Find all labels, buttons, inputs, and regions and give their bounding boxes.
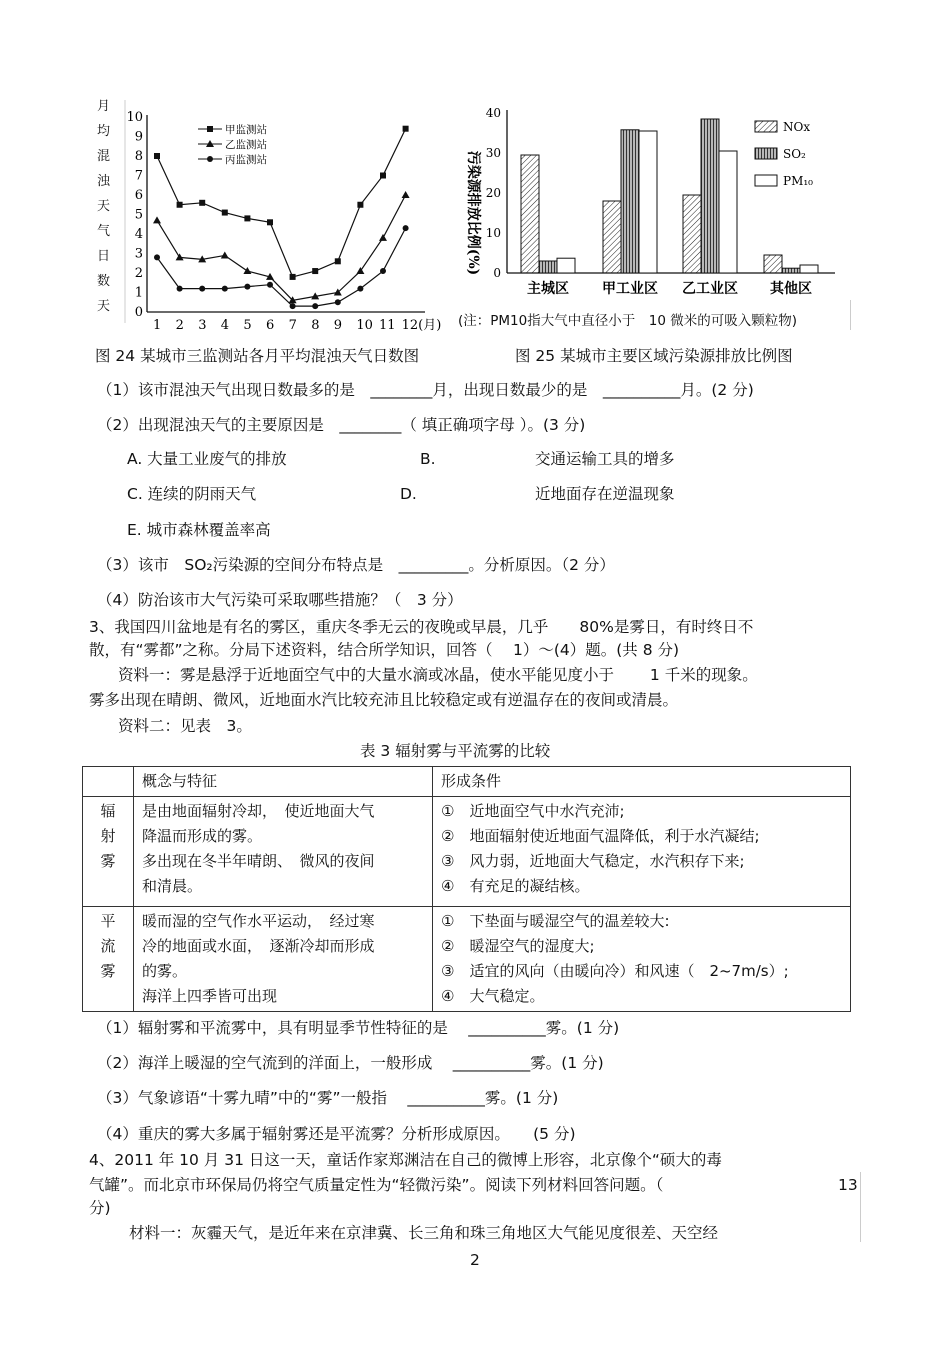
fog-type-cell: 平 流 雾 <box>83 907 134 1012</box>
y-tick-label: 20 <box>485 186 501 200</box>
legend-label: NOx <box>783 120 811 134</box>
q2-option-e: E. 城市森林覆盖率高 <box>127 521 271 539</box>
legend-swatch-so2 <box>755 148 777 159</box>
x-tick-label: 1 <box>153 318 162 333</box>
data-point <box>199 286 205 292</box>
y-tick-label: 9 <box>134 129 143 145</box>
fig24-legend <box>198 123 267 166</box>
fig24-ylabel-char: 浊 <box>97 174 111 189</box>
q2-sub1: （1）该市混浊天气出现日数最多的是 ________月，出现日数最少的是 __________月。(2 分) <box>97 381 754 399</box>
bar <box>800 265 818 273</box>
table-header-cell: 形成条件 <box>433 767 851 797</box>
fig24-ylabel-char: 混 <box>97 149 111 164</box>
fig24-ylabel-char: 天 <box>97 199 111 214</box>
data-point <box>402 191 410 198</box>
legend-swatch-pm10 <box>755 175 777 186</box>
bar <box>764 255 782 273</box>
q3-material1-line2: 雾多出现在晴朗、微风，近地面水汽比较充沛且比较稳定或有逆温存在的夜间或清晨。 <box>89 691 679 709</box>
y-tick-label: 40 <box>485 106 501 120</box>
q2-option-d: 近地面存在逆温现象 <box>535 485 675 503</box>
legend-swatch-nox <box>755 121 777 132</box>
q2-option-b-letter: B. <box>420 450 436 468</box>
q3-sub1: （1）辐射雾和平流雾中，具有明显季节性特征的是 __________雾。(1 分) <box>97 1019 620 1037</box>
fig24-ylabel-char: 日 <box>97 249 111 264</box>
legend-label: 乙监测站 <box>225 139 267 151</box>
y-tick-label: 6 <box>134 188 143 203</box>
x-tick-label: 11 <box>379 318 396 333</box>
x-tick-label: 10 <box>356 318 373 333</box>
y-tick-label: 30 <box>485 146 501 160</box>
bar <box>683 195 701 273</box>
data-point <box>267 219 273 225</box>
x-category-label: 主城区 <box>527 281 569 297</box>
series-line <box>157 129 406 277</box>
y-tick-label: 0 <box>493 266 501 280</box>
q2-option-a: A. 大量工业废气的排放 <box>127 450 287 468</box>
x-category-label: 其他区 <box>770 281 812 297</box>
fig25-legend <box>755 120 813 188</box>
x-tick-label: 12(月) <box>401 318 442 333</box>
data-point <box>335 258 341 264</box>
y-tick-label: 10 <box>126 110 143 125</box>
y-tick-label: 1 <box>134 285 143 301</box>
fig24-ylabel-char: 数 <box>97 274 111 289</box>
bar <box>603 201 621 273</box>
q2-sub3: （3）该市 SO₂污染源的空间分布特点是 _________。分析原因。（2 分） <box>97 556 615 574</box>
bar <box>621 130 639 273</box>
q4-score: 13 <box>838 1176 858 1194</box>
fig24-line-chart <box>115 95 442 335</box>
q3-intro-line1: 3、我国四川盆地是有名的雾区，重庆冬季无云的夜晚或早晨，几乎 80%是雾日，有时终日不 <box>89 618 754 636</box>
fig24-ylabel-char: 天 <box>97 299 111 314</box>
x-tick-label: 5 <box>243 318 252 333</box>
y-tick-label: 8 <box>134 149 143 164</box>
q3-intro-line2: 散，有“雾都”之称。分局下述资料，结合所学知识，回答（ 1）～(4）题。(共 8 分) <box>89 641 680 659</box>
q3-material1-line1: 资料一：雾是悬浮于近地面空气中的大量水滴或冰晶，使水平能见度小于 1 千米的现象。 <box>118 666 758 684</box>
data-point <box>403 126 409 132</box>
data-point <box>335 299 341 305</box>
data-point <box>357 286 363 292</box>
concept-cell: 暖而湿的空气作水平运动， 经过寒 冷的地面或水面， 逐渐冷却而形成 的雾。 海洋上四季皆可出现 <box>134 907 433 1012</box>
legend-label: SO₂ <box>783 147 806 161</box>
fog-type-cell: 辐 射 雾 <box>83 797 134 907</box>
data-point <box>379 234 387 241</box>
data-point <box>154 153 160 159</box>
series-line <box>157 195 406 300</box>
x-tick-label: 4 <box>220 318 230 333</box>
data-point <box>356 267 364 274</box>
bar <box>539 261 557 273</box>
data-point <box>357 202 363 208</box>
x-category-label: 乙工业区 <box>682 281 738 297</box>
data-point <box>267 282 273 288</box>
data-point <box>244 284 250 290</box>
data-point <box>222 286 228 292</box>
table-header-row <box>83 767 851 797</box>
q2-option-b: 交通运输工具的增多 <box>535 450 675 468</box>
bar <box>521 155 539 273</box>
q4-material1: 材料一：灰霾天气，是近年来在京津冀、长三角和珠三角地区大气能见度很差、天空经 <box>129 1224 719 1242</box>
bar <box>557 258 575 273</box>
fig25-note: (注：PM10指大气中直径小于 10 微米的可吸入颗粒物) <box>458 313 797 329</box>
data-point <box>177 286 183 292</box>
x-tick-label: 8 <box>311 318 320 333</box>
x-tick-label: 6 <box>266 318 275 333</box>
data-point <box>290 303 296 309</box>
data-point <box>312 303 318 309</box>
data-point <box>177 202 183 208</box>
bar <box>639 131 657 273</box>
bar <box>719 151 737 273</box>
x-tick-label: 2 <box>175 318 184 333</box>
x-tick-label: 9 <box>333 318 343 333</box>
data-point <box>380 173 386 179</box>
y-tick-label: 5 <box>134 207 143 223</box>
data-point <box>199 200 205 206</box>
legend-label: 丙监测站 <box>225 154 267 166</box>
fig24-ylabel-char: 均 <box>97 124 111 139</box>
data-point <box>403 225 409 231</box>
data-point <box>290 274 296 280</box>
table-header-cell <box>83 767 134 797</box>
legend-label: 甲监测站 <box>225 124 267 136</box>
bar <box>782 268 800 273</box>
fig24-ylabel-char: 气 <box>97 224 111 239</box>
q3-sub4: （4）重庆的雾大多属于辐射雾还是平流雾？分析形成原因。 (5 分) <box>97 1125 576 1143</box>
q3-material2: 资料二：见表 3。 <box>118 717 252 735</box>
conditions-cell: ① 近地面空气中水汽充沛; ② 地面辐射使近地面气温降低，利于水汽凝结; ③ 风力弱，近地面大气稳定，水汽积存下来; ④ 有充足的凝结核。 <box>433 797 851 907</box>
fig24-ylabel-char: 月 <box>97 99 111 114</box>
fig24-caption: 图 24 某城市三监测站各月平均混浊天气日数图 <box>95 347 420 365</box>
data-point <box>244 215 250 221</box>
data-point <box>154 254 160 260</box>
y-tick-label: 7 <box>134 168 143 184</box>
fig25-y-axis-label: 污染源排放比例(%) <box>465 150 481 276</box>
y-tick-label: 0 <box>134 305 143 320</box>
concept-cell: 是由地面辐射冷却， 使近地面大气 降温而形成的雾。 多出现在冬半年晴朗、 微风的夜间 和清晨。 <box>134 797 433 907</box>
y-tick-label: 10 <box>485 226 501 240</box>
q2-sub4: （4）防治该市大气污染可采取哪些措施？（ 3 分） <box>97 591 463 609</box>
y-tick-label: 3 <box>134 246 143 262</box>
table-row <box>83 907 851 1012</box>
page-number: 2 <box>470 1251 480 1269</box>
data-point <box>176 253 184 260</box>
q2-sub2: （2）出现混浊天气的主要原因是 ________（ 填正确项字母 ）。(3 分) <box>97 416 586 434</box>
q2-option-d-letter: D. <box>400 485 417 503</box>
y-tick-label: 2 <box>134 266 143 281</box>
legend-label: PM₁₀ <box>783 174 813 188</box>
x-tick-label: 3 <box>198 318 207 333</box>
x-category-label: 甲工业区 <box>602 281 658 297</box>
table-row <box>83 797 851 907</box>
conditions-cell: ① 下垫面与暖湿空气的温差较大: ② 暖湿空气的湿度大; ③ 适宜的风向（由暖向冷）和风速（ 2~7m/s）; ④ 大气稳定。 <box>433 907 851 1012</box>
data-point <box>243 267 251 274</box>
data-point <box>312 268 318 274</box>
data-point <box>221 251 229 258</box>
table-header-cell: 概念与特征 <box>134 767 433 797</box>
fig25-bar-chart <box>455 95 855 335</box>
fig25-caption: 图 25 某城市主要区域污染源排放比例图 <box>515 347 793 365</box>
q4-line1: 4、2011 年 10 月 31 日这一天，童话作家郑渊洁在自己的微博上形容，北京像个“硕大的毒 <box>89 1151 722 1169</box>
q4-line3: 分) <box>89 1199 111 1217</box>
q2-option-c: C. 连续的阴雨天气 <box>127 485 257 503</box>
fog-comparison-table <box>82 766 851 1012</box>
y-tick-label: 4 <box>134 227 143 242</box>
q4-line2: 气罐”。而北京市环保局仍将空气质量定性为“轻微污染”。阅读下列材料回答问题。（ <box>89 1176 664 1194</box>
q3-sub2: （2）海洋上暖湿的空气流到的洋面上，一般形成 __________雾。(1 分) <box>97 1054 604 1072</box>
table-title: 表 3 辐射雾与平流雾的比较 <box>360 742 551 760</box>
data-point <box>153 216 161 223</box>
q3-sub3: （3）气象谚语“十雾九晴”中的“雾”一般指 __________雾。(1 分) <box>97 1089 559 1107</box>
bar <box>701 119 719 273</box>
series-line <box>157 228 406 306</box>
data-point <box>222 210 228 216</box>
data-point <box>380 268 386 274</box>
x-tick-label: 7 <box>288 318 297 333</box>
